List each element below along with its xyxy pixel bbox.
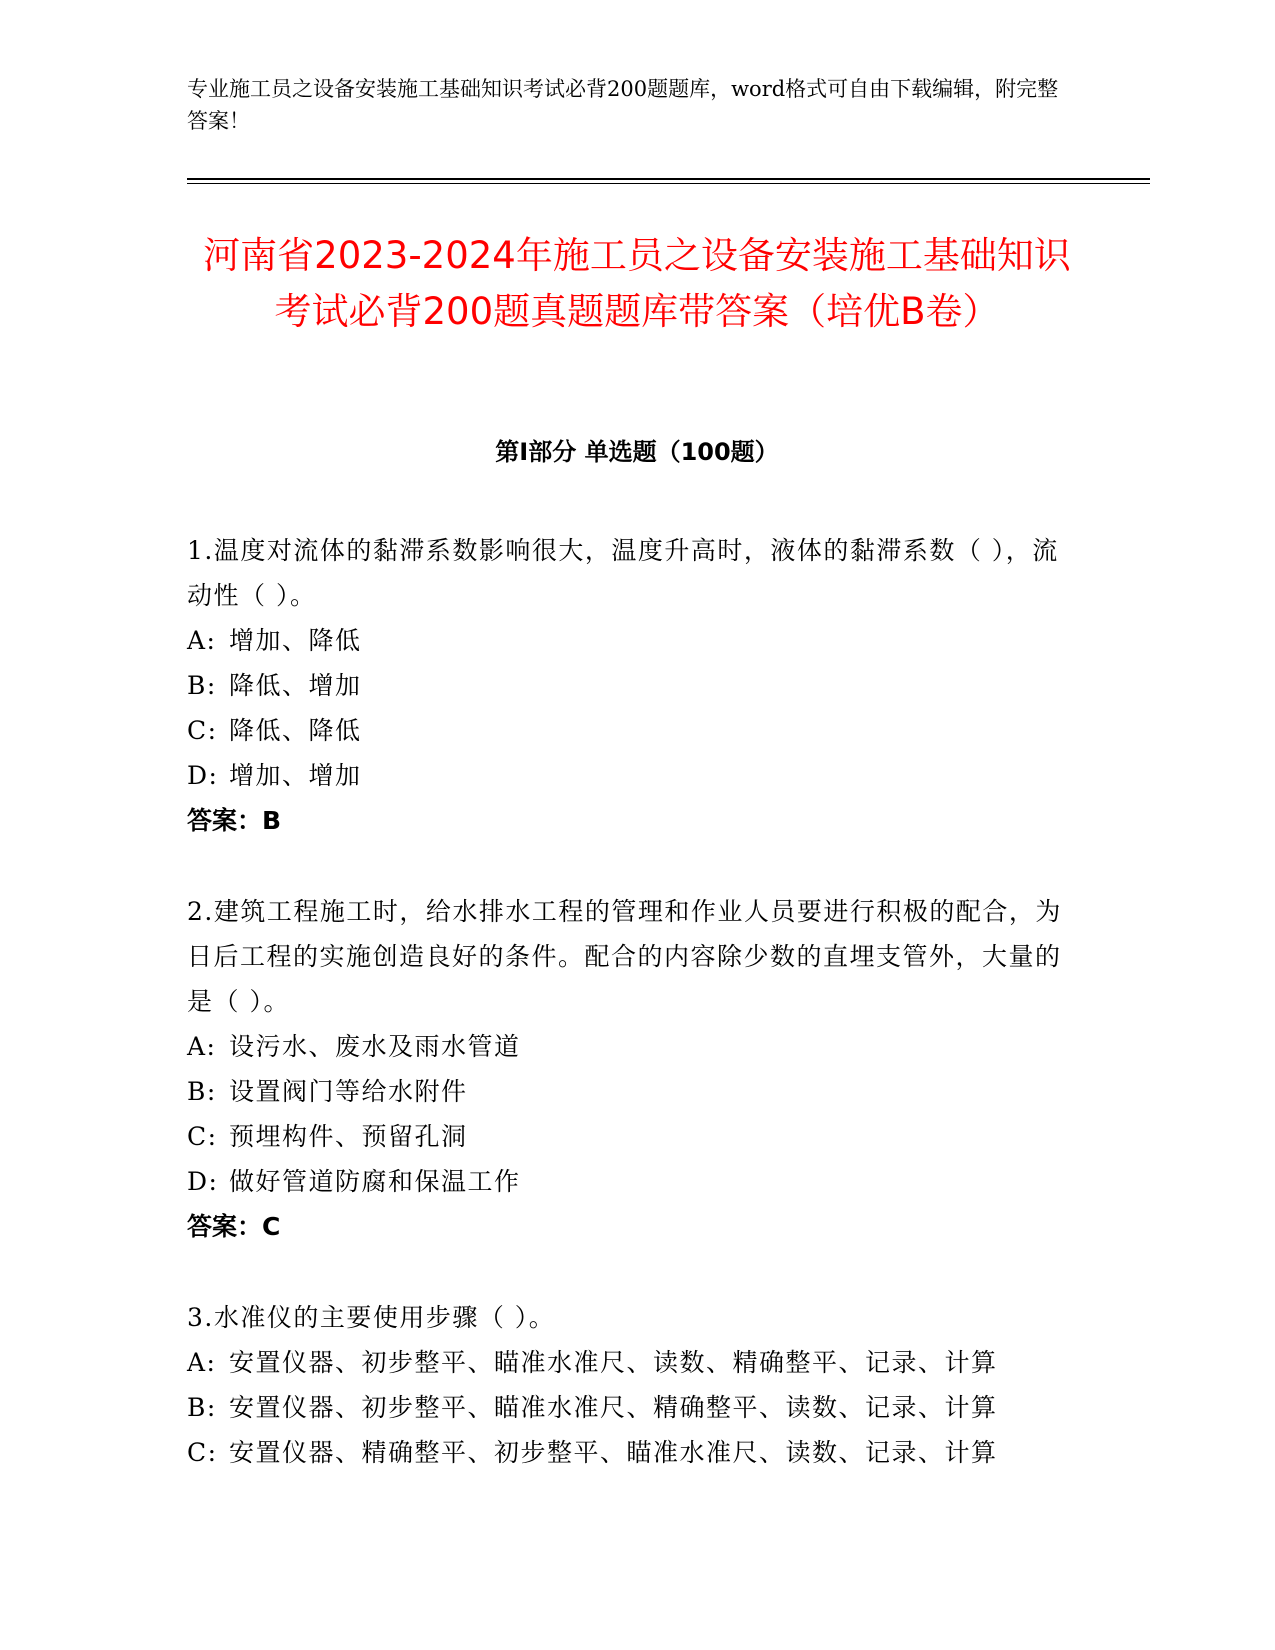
option-letter: A: [187, 1032, 217, 1061]
option-letter: A: [187, 1348, 217, 1377]
option-d [187, 1159, 1077, 1204]
option-letter: D: [187, 1167, 219, 1196]
option-text: 降低、降低 [229, 716, 362, 745]
question-2 [187, 889, 1077, 1249]
header-rule-thin [187, 183, 1150, 184]
option-text: 降低、增加 [229, 671, 362, 700]
option-a [187, 1340, 1077, 1385]
option-c [187, 708, 1077, 753]
option-text: 设置阀门等给水附件 [229, 1077, 468, 1106]
option-b [187, 1385, 1077, 1430]
question-stem: 2.建筑工程施工时，给水排水工程的管理和作业人员要进行积极的配合，为日后工程的实施创造良好的条件。配合的内容除少数的直埋支管外，大量的是（ ）。 [187, 897, 1062, 1016]
option-text: 安置仪器、初步整平、瞄准水准尺、读数、精确整平、记录、计算 [229, 1348, 998, 1377]
option-letter: B: [187, 671, 217, 700]
option-letter: B: [187, 1393, 217, 1422]
header-note: 专业施工员之设备安装施工基础知识考试必背200题题库，word格式可自由下载编辑，附完整答案！ [187, 77, 1059, 133]
option-text: 增加、降低 [229, 626, 362, 655]
answer-line: 答案：C [187, 1212, 281, 1241]
option-b [187, 663, 1077, 708]
question-stem: 1.温度对流体的黏滞系数影响很大，温度升高时，液体的黏滞系数（ ），流动性（ ）。 [187, 536, 1059, 610]
option-letter: C: [187, 1122, 218, 1151]
option-c [187, 1114, 1077, 1159]
answer-line: 答案：B [187, 806, 282, 835]
option-letter: B: [187, 1077, 217, 1106]
option-letter: A: [187, 626, 217, 655]
option-text: 安置仪器、初步整平、瞄准水准尺、精确整平、读数、记录、计算 [229, 1393, 998, 1422]
option-b [187, 1069, 1077, 1114]
section-heading: 第Ⅰ部分 单选题（100题） [495, 438, 779, 466]
question-3 [187, 1295, 1077, 1475]
header-rule-thick [187, 178, 1150, 180]
option-a [187, 618, 1077, 663]
option-text: 预埋构件、预留孔洞 [229, 1122, 468, 1151]
option-letter: C: [187, 716, 218, 745]
option-text: 做好管道防腐和保温工作 [229, 1167, 521, 1196]
option-d [187, 753, 1077, 798]
option-letter: C: [187, 1438, 218, 1467]
question-stem: 3.水准仪的主要使用步骤（ ）。 [187, 1303, 556, 1332]
option-text: 安置仪器、精确整平、初步整平、瞄准水准尺、读数、记录、计算 [229, 1438, 998, 1467]
option-letter: D: [187, 761, 219, 790]
option-text: 设污水、废水及雨水管道 [229, 1032, 521, 1061]
option-text: 增加、增加 [229, 761, 362, 790]
option-c [187, 1430, 1077, 1475]
document-title: 河南省2023-2024年施工员之设备安装施工基础知识考试必背200题真题题库带答案（培优B卷） [203, 234, 1071, 333]
option-a [187, 1024, 1077, 1069]
question-1 [187, 528, 1077, 843]
question-list [187, 528, 1077, 1521]
